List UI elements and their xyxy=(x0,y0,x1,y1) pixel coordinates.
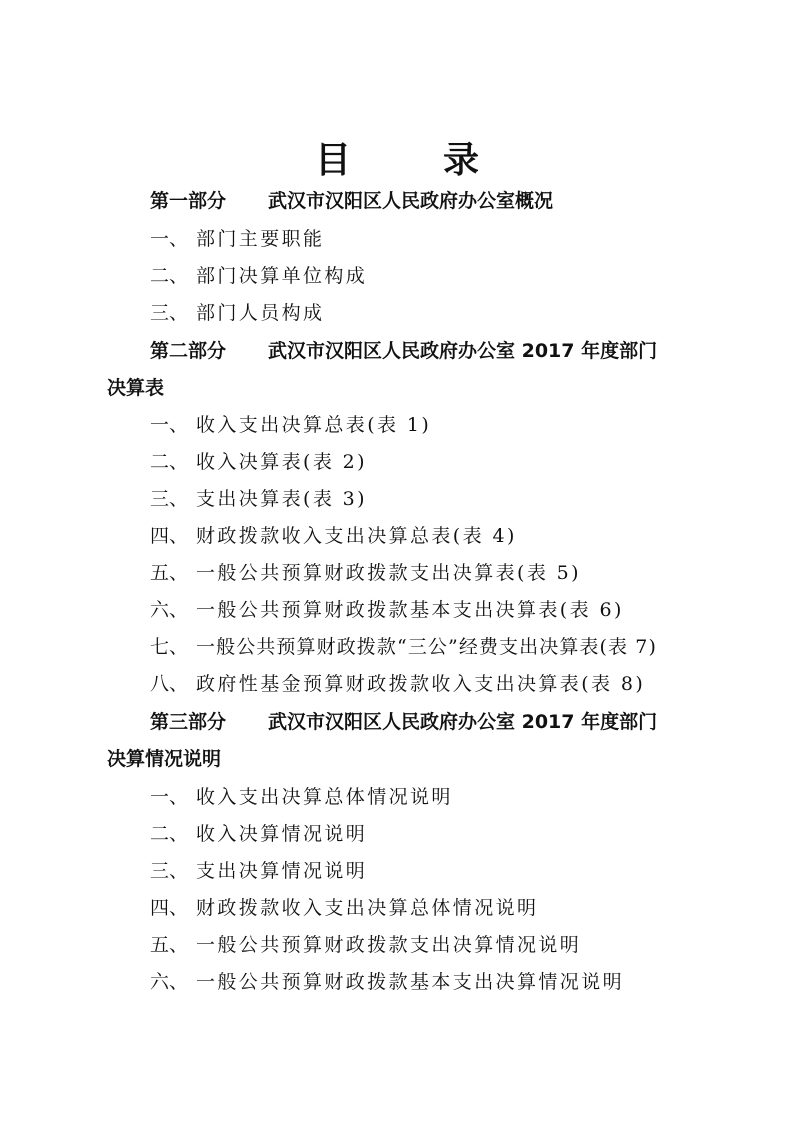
item-number: 四、 xyxy=(150,525,189,547)
item-number: 三、 xyxy=(150,488,189,510)
item-text: 一般公共预算财政拨款基本支出决算情况说明 xyxy=(196,971,625,993)
part2-item-2 xyxy=(150,449,367,475)
part1-heading xyxy=(150,188,553,214)
part3-heading-cont xyxy=(107,746,221,772)
part3-heading xyxy=(150,709,657,735)
item-text: 一般公共预算财政拨款“三公”经费支出决算表(表 7) xyxy=(196,636,657,658)
part2-item-1 xyxy=(150,412,431,438)
part3-item-1 xyxy=(150,784,453,810)
item-number: 八、 xyxy=(150,673,189,695)
item-text: 支出决算表(表 3) xyxy=(196,488,367,510)
item-number: 六、 xyxy=(150,599,189,621)
part2-title-line2: 决算表 xyxy=(107,377,165,399)
part2-item-6 xyxy=(150,597,624,623)
part2-title-line1: 武汉市汉阳区人民政府办公室 2017 年度部门 xyxy=(268,340,658,362)
item-text: 部门决算单位构成 xyxy=(196,265,368,287)
part1-title: 武汉市汉阳区人民政府办公室概况 xyxy=(268,190,554,212)
part2-item-5 xyxy=(150,560,581,586)
item-number: 二、 xyxy=(150,265,189,287)
part2-heading-cont xyxy=(107,375,164,401)
item-text: 部门人员构成 xyxy=(196,302,325,324)
part2-item-7 xyxy=(150,634,657,660)
item-number: 四、 xyxy=(150,897,189,919)
item-number: 一、 xyxy=(150,414,189,436)
part1-item-2 xyxy=(150,263,367,289)
item-number: 一、 xyxy=(150,228,189,250)
item-number: 一、 xyxy=(150,786,189,808)
part3-title-line1: 武汉市汉阳区人民政府办公室 2017 年度部门 xyxy=(268,711,658,733)
item-text: 一般公共预算财政拨款基本支出决算表(表 6) xyxy=(196,599,624,621)
item-number: 三、 xyxy=(150,302,189,324)
part1-item-3 xyxy=(150,300,324,326)
part2-item-4 xyxy=(150,523,517,549)
item-number: 五、 xyxy=(150,562,189,584)
item-number: 五、 xyxy=(150,934,189,956)
item-text: 收入决算表(表 2) xyxy=(196,451,367,473)
part1-label: 第一部分 xyxy=(150,190,227,212)
item-text: 支出决算情况说明 xyxy=(196,860,368,882)
item-number: 七、 xyxy=(150,636,189,658)
part3-item-6 xyxy=(150,969,624,995)
item-number: 三、 xyxy=(150,860,189,882)
part3-item-2 xyxy=(150,821,367,847)
page-title xyxy=(0,138,793,184)
item-text: 收入决算情况说明 xyxy=(196,823,368,845)
part2-item-3 xyxy=(150,486,367,512)
item-text: 部门主要职能 xyxy=(196,228,325,250)
part3-title-line2: 决算情况说明 xyxy=(107,748,222,770)
item-number: 六、 xyxy=(150,971,189,993)
item-text: 财政拨款收入支出决算总表(表 4) xyxy=(196,525,517,547)
part2-item-8 xyxy=(150,671,645,697)
title-char-1: 目 xyxy=(315,140,352,181)
item-text: 财政拨款收入支出决算总体情况说明 xyxy=(196,897,539,919)
item-text: 收入支出决算总体情况说明 xyxy=(196,786,453,808)
part2-label: 第二部分 xyxy=(150,340,227,362)
item-text: 一般公共预算财政拨款支出决算情况说明 xyxy=(196,934,582,956)
part2-heading xyxy=(150,338,657,364)
item-number: 二、 xyxy=(150,451,189,473)
item-text: 一般公共预算财政拨款支出决算表(表 5) xyxy=(196,562,581,584)
title-char-2: 录 xyxy=(443,140,480,181)
part3-item-5 xyxy=(150,932,581,958)
item-text: 收入支出决算总表(表 1) xyxy=(196,414,432,436)
part3-item-4 xyxy=(150,895,538,921)
item-text: 政府性基金预算财政拨款收入支出决算表(表 8) xyxy=(196,673,646,695)
part1-item-1 xyxy=(150,226,324,252)
part3-item-3 xyxy=(150,858,367,884)
part3-label: 第三部分 xyxy=(150,711,227,733)
item-number: 二、 xyxy=(150,823,189,845)
